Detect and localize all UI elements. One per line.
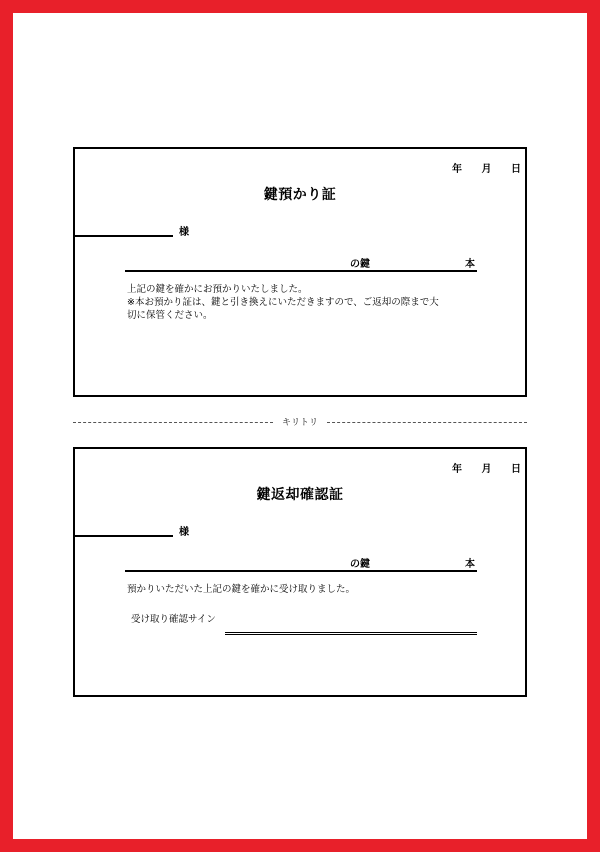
card-title: 鍵預かり証 bbox=[263, 187, 337, 203]
cut-line-right bbox=[327, 422, 527, 423]
signature-label: 受け取り確認サイン bbox=[131, 614, 216, 625]
key-label: の鍵 bbox=[350, 259, 370, 270]
key-deposit-receipt bbox=[73, 147, 527, 397]
day-label: 日 bbox=[511, 464, 521, 475]
statement-line: 上記の鍵を確かにお預かりいたしました。 bbox=[127, 284, 308, 295]
statement-line: 切に保管ください。 bbox=[127, 310, 213, 321]
card-title: 鍵返却確認証 bbox=[256, 487, 344, 503]
day-label: 日 bbox=[511, 164, 521, 175]
honorific-label: 様 bbox=[179, 527, 189, 538]
statement-line: 預かりいただいた上記の鍵を確かに受け取りました。 bbox=[127, 584, 356, 595]
statement-line: ※本お預かり証は、鍵と引き換えにいただきますので、ご返却の際まで大 bbox=[127, 297, 439, 308]
key-return-confirmation bbox=[73, 447, 527, 697]
key-count-unit: 本 bbox=[465, 559, 475, 570]
year-label: 年 bbox=[452, 464, 463, 475]
cut-line-label: キリトリ bbox=[281, 418, 318, 428]
key-label: の鍵 bbox=[350, 559, 370, 570]
signature-line[interactable] bbox=[225, 632, 477, 635]
year-label: 年 bbox=[452, 164, 463, 175]
recipient-name-line[interactable] bbox=[75, 535, 173, 537]
deposit-statement bbox=[127, 283, 477, 322]
return-statement bbox=[127, 583, 477, 596]
month-label: 月 bbox=[481, 464, 492, 475]
key-info-line[interactable] bbox=[125, 570, 477, 572]
cut-line-row bbox=[73, 414, 527, 430]
month-label: 月 bbox=[481, 164, 492, 175]
key-count-unit: 本 bbox=[465, 259, 475, 270]
date-fields bbox=[436, 460, 521, 475]
honorific-label: 様 bbox=[179, 227, 189, 238]
key-info-line[interactable] bbox=[125, 270, 477, 272]
date-fields bbox=[436, 160, 521, 175]
recipient-name-line[interactable] bbox=[75, 235, 173, 237]
